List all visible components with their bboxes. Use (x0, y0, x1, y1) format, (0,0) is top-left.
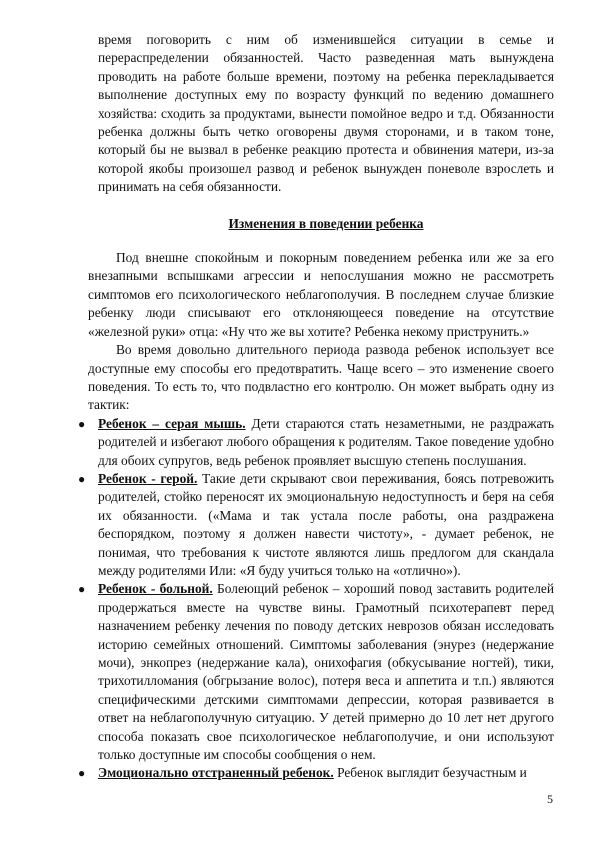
bullet-icon: ● (78, 582, 86, 597)
bullet-icon: ● (78, 766, 86, 781)
intro-paragraph: время поговорить с ним об изменившейся ситуации в семье и перераспределении обязанностей. Часто разведенная мать вынуждена проводить на работе больше времени, поэтому на ребенка перекладывается выполнение доступных ему по возрасту функций по ведению домашнего хозяйства: сходить за продуктами, вынести помойное ведро и т.д. Обязанности ребенка должны быть четко оговорены двумя сторонами, и в таком тоне, который бы не вызвал в ребенке реакцию протеста и обвинения матери, из-за которой якобы произошел развод и ребенок вынужден поневоле взрослеть и принимать на себя обязанности. (98, 32, 554, 195)
tactic-term: Ребенок - больной. (98, 581, 213, 597)
paragraph-2: Во время довольно длительного периода развода ребенок использует все доступные ему способы его предотвратить. Чаще всего – это изменение своего поведения. То есть то, что подвластно его контролю. Он может выбрать одну из тактик: (88, 342, 554, 413)
tactics-list (78, 415, 554, 783)
tactic-term: Ребенок - герой. (98, 470, 198, 486)
section-heading: Изменения в поведении ребенка (228, 215, 424, 231)
tactic-term: Ребенок – серая мышь. (98, 415, 246, 431)
tactic-text: Дети стараются стать незаметными, не раздражать родителей и избегают любого обращения к родителям. Такое поведение удобно для обоих супругов, ведь ребенок проявляет высшую степень послушания. (98, 415, 554, 468)
tactic-text: Ребенок выглядит безучастным и (333, 765, 527, 781)
bullet-icon: ● (78, 416, 86, 431)
body-paragraphs (88, 249, 554, 415)
list-item (78, 580, 554, 764)
page-text (78, 31, 554, 783)
list-item (78, 764, 554, 782)
bullet-icon: ● (78, 471, 86, 486)
tactic-term: Эмоционально отстраненный ребенок. (98, 765, 334, 781)
tactic-text: Болеющий ребенок – хороший повод заставить родителей продержаться вместе на чувстве вины. Грамотный психотерапевт перед назначением ребенку лечения по поводу детских неврозов обязан исследовать историю семейных отношений. Симптомы заболевания (энурез (недержание мочи), энкопрез (недержание кала), онихофагия (обкусывание ногтей), тики, трихотилломания (обгрызание волос), потеря веса и аппетита и т.п.) являются специфическими детскими симптомами депрессии, которая развивается в ответ на неблагополучную ситуацию. У детей примерно до 10 лет нет другого способа показать свое психологическое неблагополучие, и они используют только доступные им способы сообщения о нем. (98, 581, 554, 763)
list-item (78, 415, 554, 470)
page-number: 5 (547, 792, 553, 806)
tactic-text: Такие дети скрывают свои переживания, боясь потревожить родителей, стойко переносят их эмоциональную недоступность и беря на себя их обязанности. («Мама и так устала после работы, она раздражена беспорядком, поэтому я должен навести чистоту», - думает ребенок, не понимая, что требования к чистоте являются лишь предлогом для скандала между родителями Или: «Я буду учиться только на «отлично»). (98, 470, 554, 578)
list-item (78, 470, 554, 580)
paragraph-1: Под внешне спокойным и покорным поведением ребенка или же за его внезапными вспышками агрессии и непослушания можно не рассмотреть симптомов его психологического неблагополучия. В последнем случае близкие ребенку люди списывают его отклоняющееся поведение на отсутствие «железной руки» отца: «Ну что же вы хотите? Ребенка некому приструнить.» (88, 250, 554, 339)
